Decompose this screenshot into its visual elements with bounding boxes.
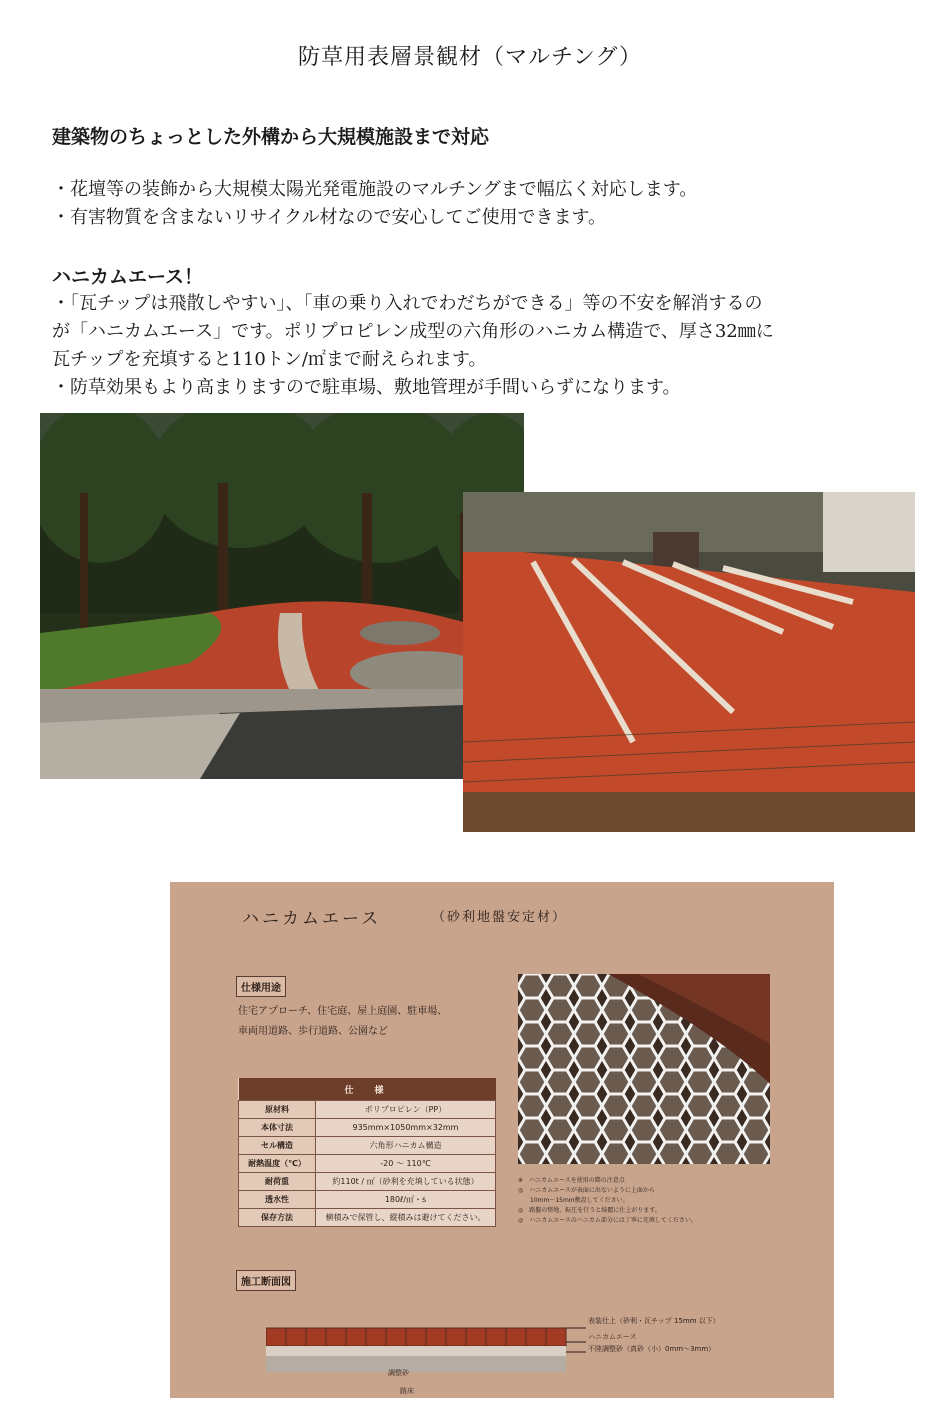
coverage-bullets — [52, 176, 912, 232]
layer-honeycomb-label: ハニカムエース — [588, 1333, 637, 1341]
section-heading-coverage: 建築物のちょっとした外構から大規模施設まで対応 — [52, 126, 490, 148]
spec-header: 仕 様 — [239, 1078, 496, 1101]
park-garden-photo — [40, 413, 524, 779]
honeycomb-illustration — [518, 974, 770, 1164]
note-line: ◎ 路盤の整地、転圧を行うと綺麗に仕上がります。 — [518, 1207, 661, 1214]
product-brochure — [170, 882, 834, 1398]
table-row — [239, 1155, 496, 1173]
spec-key: 本体寸法 — [239, 1119, 316, 1137]
spec-key: 保存方法 — [239, 1209, 316, 1227]
spec-value: 935mm×1050mm×32mm — [316, 1119, 496, 1137]
usage-notes — [518, 1176, 788, 1226]
base-sand-label: 調整砂 — [388, 1369, 409, 1377]
spec-value: 六角形ハニカム構造 — [316, 1137, 496, 1155]
brochure-subtitle: （砂利地盤安定材） — [432, 910, 568, 925]
table-row — [239, 1209, 496, 1227]
spec-value: 横積みで保管し、縦積みは避けてください。 — [316, 1209, 496, 1227]
layer-sand-label: 不陸調整砂（真砂（小）0mm～3mm） — [588, 1345, 716, 1353]
honeycomb-photo — [518, 974, 770, 1164]
cross-section-label: 施工断面図 — [236, 1270, 296, 1291]
usage-text — [238, 1002, 447, 1042]
table-row — [239, 1173, 496, 1191]
parking-lot-photo — [463, 492, 915, 832]
usage-label: 仕様用途 — [236, 976, 286, 997]
spec-key: 原材料 — [239, 1101, 316, 1119]
note-line: ◎ ハニカムエースのハニカム部分には丁寧に充填してください。 — [518, 1217, 697, 1224]
section-heading-honeycomb-ace: ハニカムエース！ — [52, 266, 204, 288]
bullet-item: ・「瓦チップは飛散しやすい」、「車の乗り入れでわだちができる」等の不安を解消するの — [52, 293, 763, 314]
layer-surface-label: 表装仕上（砂利・瓦チップ 15mm 以下） — [588, 1317, 720, 1325]
park-garden-illustration — [40, 413, 524, 779]
roadbed-label: 路床 — [400, 1387, 414, 1395]
bullet-item: が「ハニカムエース」です。ポリプロピレン成型の六角形のハニカム構造で、厚さ32㎜に — [52, 321, 774, 342]
spec-header-row — [239, 1078, 496, 1101]
bullet-item: ・防草効果もより高まりますので駐車場、敷地管理が手間いらずになります。 — [52, 377, 681, 398]
honeycomb-bullets — [52, 290, 912, 402]
spec-value: ポリプロピレン（PP） — [316, 1101, 496, 1119]
spec-value: 180ℓ/㎡・s — [316, 1191, 496, 1209]
bullet-item: ・有害物質を含まないリサイクル材なので安心してご使用できます。 — [52, 207, 607, 228]
spec-key: 耐熱温度（℃） — [239, 1155, 316, 1173]
spec-key: 透水性 — [239, 1191, 316, 1209]
usage-line: 住宅アプローチ、住宅庭、屋上庭園、駐車場、 — [238, 1006, 448, 1017]
bullet-item: ・花壇等の装飾から大規模太陽光発電施設のマルチングまで幅広く対応します。 — [52, 179, 698, 200]
spec-table — [238, 1078, 496, 1227]
table-row — [239, 1191, 496, 1209]
usage-line: 車両用道路、歩行道路、公園など — [238, 1026, 388, 1037]
spec-key: 耐荷重 — [239, 1173, 316, 1191]
bullet-item: 瓦チップを充填すると110トン/㎡まで耐えられます。 — [52, 349, 487, 370]
cross-section-diagram — [266, 1322, 766, 1398]
spec-value: 約110t / ㎡（砂利を充填している状態） — [316, 1173, 496, 1191]
page-title: 防草用表層景観材（マルチング） — [297, 45, 643, 70]
table-row — [239, 1101, 496, 1119]
note-line: ※ ハニカムエースを使用の際の注意点 — [518, 1177, 625, 1184]
note-line: 10mm～15mm敷設してください。 — [518, 1197, 629, 1204]
parking-lot-illustration — [463, 492, 915, 832]
spec-value: -20 ～ 110℃ — [316, 1155, 496, 1173]
cross-section-illustration — [266, 1322, 766, 1398]
table-row — [239, 1137, 496, 1155]
table-row — [239, 1119, 496, 1137]
spec-key: セル構造 — [239, 1137, 316, 1155]
brochure-title: ハニカムエース — [242, 909, 382, 929]
note-line: ◎ ハニカムエースが表面に出ないように上面から — [518, 1187, 655, 1194]
